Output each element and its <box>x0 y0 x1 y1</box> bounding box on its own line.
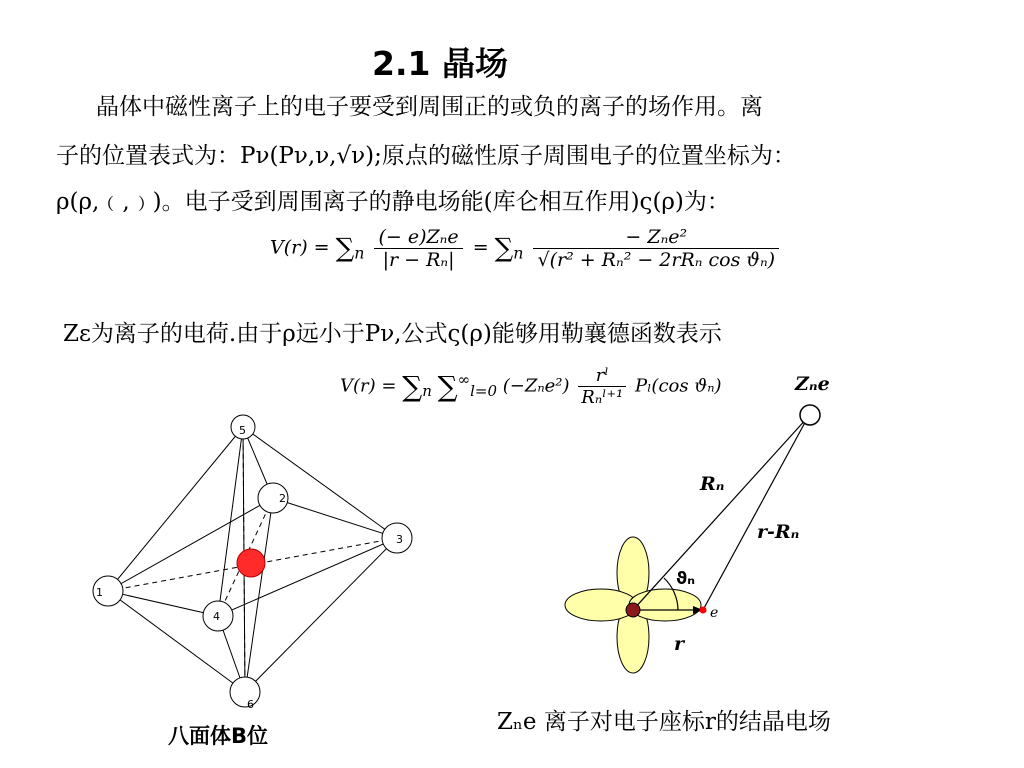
eq2-charge-term: (−Zₙe²) <box>502 375 570 397</box>
octahedron-diagram <box>80 410 420 715</box>
theta-label: ϑₙ <box>676 569 695 589</box>
eq1-lhs: V(r) = <box>270 236 330 259</box>
eq1-sum: ∑ <box>335 233 355 264</box>
eq1-numerator-1: (− e)Zₙe <box>374 226 462 249</box>
eq1-sum-2: ∑ <box>494 233 514 264</box>
intro-line-2: 子的位置表式为：Pν(Pν,ν,√ν);原点的磁性原子周围电子的位置坐标为： <box>56 143 796 169</box>
eq1-denominator-2: √(r² + Rₙ² − 2rRₙ cos ϑₙ) <box>537 249 776 271</box>
octa-node-5-label: 5 <box>239 424 246 437</box>
central-ion-marker <box>237 549 265 577</box>
octahedron-caption: 八面体B位 <box>168 724 269 748</box>
electron-dot <box>700 607 707 614</box>
eq1-fraction-1 <box>374 226 462 271</box>
octa-node-2-label: 2 <box>279 492 286 505</box>
octa-node-6-label: 6 <box>247 698 254 711</box>
r-minus-rn-label: r-Rₙ <box>757 521 800 543</box>
octa-node-3-label: 3 <box>396 533 403 546</box>
orbital-lobe-left <box>565 589 637 621</box>
octa-node-6 <box>230 677 260 707</box>
eq1-fraction-2 <box>533 226 779 271</box>
eq2-denominator: Rₙˡ⁺¹ <box>581 387 624 408</box>
ion-znE-circle <box>800 405 820 425</box>
eq1-numerator-2: − Zₙe² <box>533 226 779 249</box>
page-title: 2.1 晶场 <box>372 44 508 83</box>
eq1-equals: = <box>472 236 489 259</box>
intro-line-3: ρ(ρ,﹙,﹚)。电子受到周围离子的静电场能(库仑相互作用)ς(ρ)为： <box>56 189 730 215</box>
eq2-sum-l-lower: l=0 <box>470 382 498 401</box>
eq2-lhs: V(r) = <box>340 375 397 397</box>
rn-label: Rₙ <box>700 473 725 495</box>
electron-label: e <box>710 605 719 621</box>
orbital-lobe-right <box>629 589 701 621</box>
crystal-field-diagram <box>560 370 860 690</box>
crystal-field-caption: Zₙe 离子对电子座标r的结晶电场 <box>497 709 831 735</box>
octa-node-1-label: 1 <box>96 586 103 599</box>
eq2-sum-l-upper: ∞ <box>457 370 471 389</box>
eq2-legendre-term: Pₗ(cos ϑₙ) <box>634 375 722 397</box>
ion-label: Zₙe <box>795 373 830 395</box>
eq2-sum-n-index: n <box>422 382 432 401</box>
r-vector-label: r <box>674 633 685 655</box>
nucleus-dot <box>626 603 640 617</box>
eq1-sum-index-2: n <box>513 243 524 263</box>
eq2-sum-n: ∑ <box>402 370 423 403</box>
eq1-denominator-1: |r − Rₙ| <box>382 249 455 271</box>
octa-node-4-label: 4 <box>213 610 220 623</box>
intro-line-1: 晶体中磁性离子上的电子要受到周围正的或负的离子的场作用。离 <box>96 94 763 120</box>
eq2-numerator: rˡ <box>578 365 626 387</box>
eq2-sum-l: ∑ <box>437 370 458 403</box>
legendre-intro-line: Zε为离子的电荷.由于ρ远小于Pν,公式ς(ρ)能够用勒襄德函数表示 <box>63 321 722 347</box>
eq1-sum-index: n <box>354 243 365 263</box>
coulomb-equation <box>270 226 783 271</box>
